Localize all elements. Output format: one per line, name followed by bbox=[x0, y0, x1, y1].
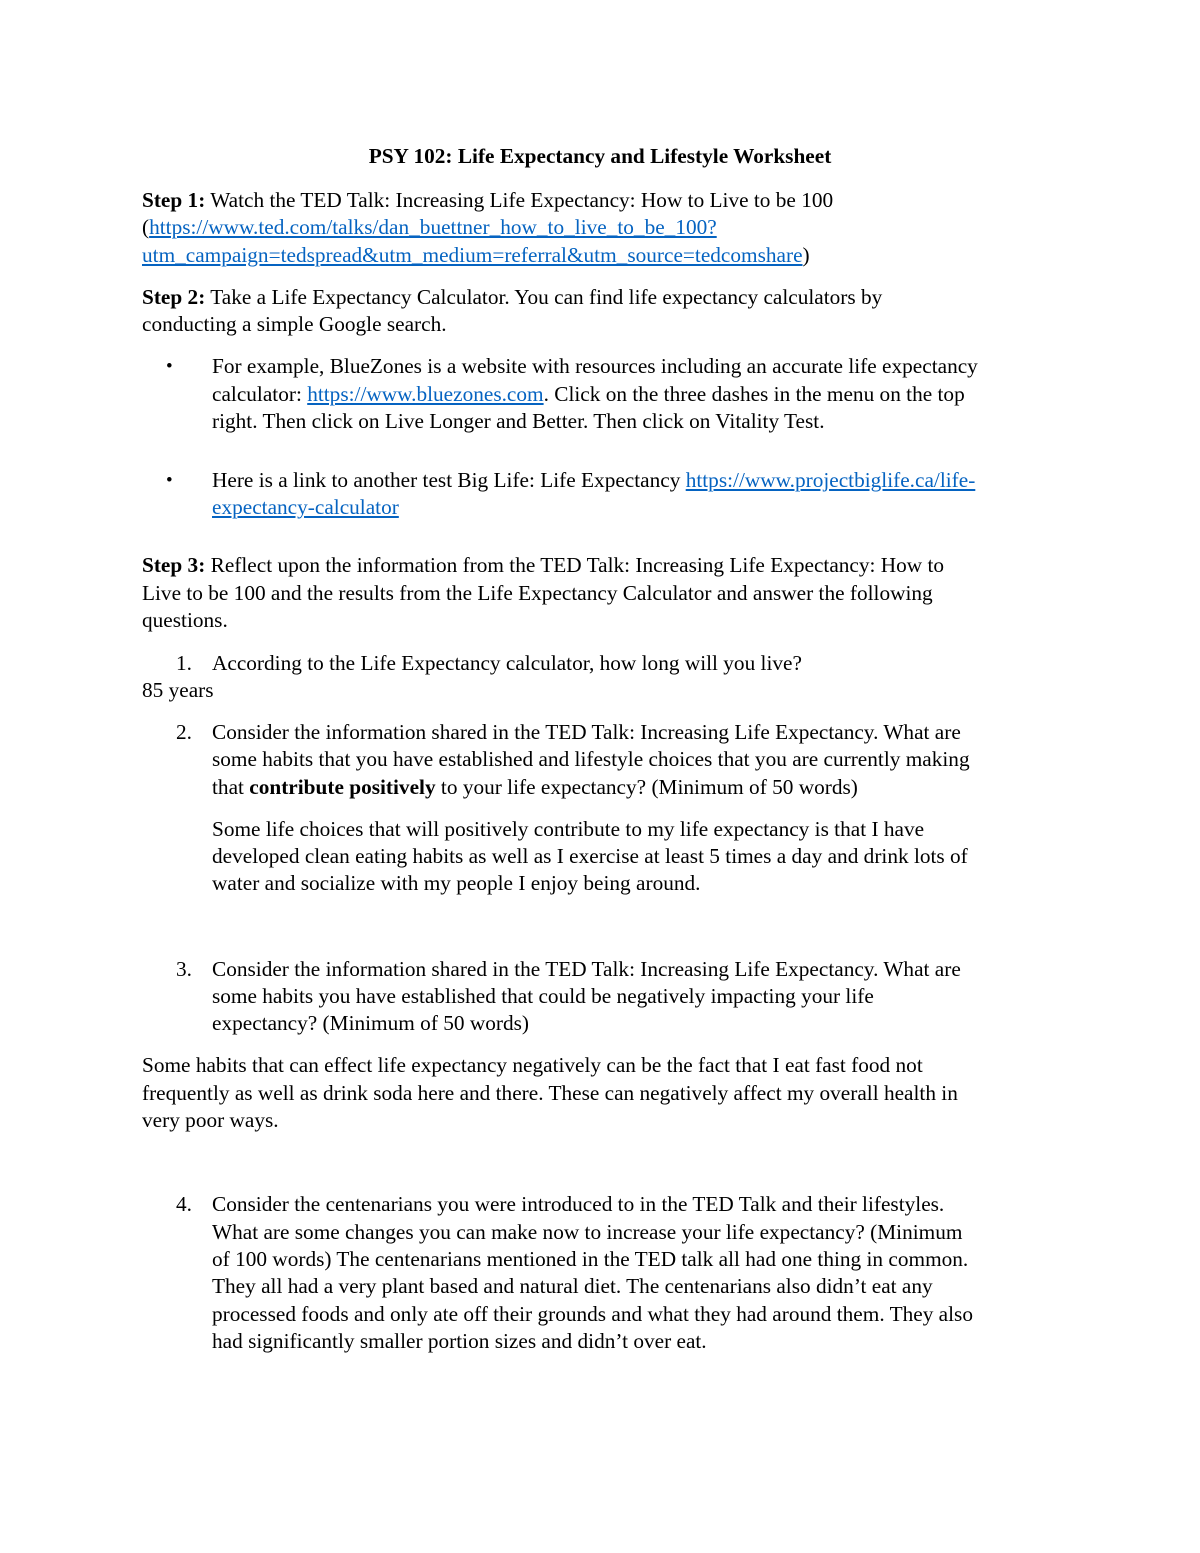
q1-question: According to the Life Expectancy calculator, how long will you live? bbox=[212, 651, 802, 675]
q4-line1: Consider the centenarians you were introduced to in the TED Talk and their lifestyles. bbox=[212, 1192, 945, 1216]
q4-line3: of 100 words) The centenarians mentioned in the TED talk all had one thing in common. bbox=[212, 1247, 969, 1271]
bullet2-line1 bbox=[212, 467, 975, 494]
projectbiglife-link-part1[interactable]: https://www.projectbiglife.ca/life- bbox=[685, 468, 976, 492]
step3-line3: questions. bbox=[142, 608, 228, 632]
q3-answer-line1: Some habits that can effect life expectancy negatively can be the fact that I eat fast food not bbox=[142, 1053, 923, 1077]
q2-line3 bbox=[212, 774, 858, 801]
q2-number: 2. bbox=[176, 720, 192, 744]
step3-line1 bbox=[142, 552, 944, 579]
q2-answer-line2: developed clean eating habits as well as I exercise at least 5 times a day and drink lots of bbox=[212, 844, 968, 868]
step1-line3 bbox=[142, 242, 810, 269]
step1-label: Step 1: bbox=[142, 188, 206, 212]
bullet-icon: • bbox=[166, 356, 173, 377]
q4-line5: processed foods and only ate off their grounds and what they had around them. They also bbox=[212, 1302, 973, 1326]
q3-line2: some habits you have established that could be negatively impacting your life bbox=[212, 984, 874, 1008]
q2-line2: some habits that you have established and lifestyle choices that you are currently making bbox=[212, 747, 970, 771]
q4-line2: What are some changes you can make now to increase your life expectancy? (Minimum bbox=[212, 1220, 963, 1244]
ted-talk-link-part2[interactable]: utm_campaign=tedspread&utm_medium=referral&utm_source=tedcomshare bbox=[142, 243, 803, 267]
q2-emphasis: contribute positively bbox=[249, 775, 436, 799]
q2-answer-line3: water and socialize with my people I enjoy being around. bbox=[212, 871, 701, 895]
bullet1-line2 bbox=[212, 381, 965, 408]
step1-text: Watch the TED Talk: Increasing Life Expectancy: How to Live to be 100 bbox=[210, 188, 834, 212]
bullet1-line2-post: . Click on the three dashes in the menu on the top bbox=[543, 382, 965, 406]
q2-line3-pre: that bbox=[212, 775, 250, 799]
projectbiglife-link-part2[interactable]: expectancy-calculator bbox=[212, 495, 399, 519]
q2-line3-post: to your life expectancy? (Minimum of 50 words) bbox=[435, 775, 858, 799]
ted-talk-link-part1[interactable]: https://www.ted.com/talks/dan_buettner_how_to_live_to_be_100? bbox=[149, 215, 717, 239]
step3-label: Step 3: bbox=[142, 553, 206, 577]
step3-text: Reflect upon the information from the TED Talk: Increasing Life Expectancy: How to bbox=[210, 553, 945, 577]
bluezones-link[interactable]: https://www.bluezones.com bbox=[307, 382, 544, 406]
q2-line1: Consider the information shared in the TED Talk: Increasing Life Expectancy. What are bbox=[212, 720, 961, 744]
bullet-icon: • bbox=[166, 470, 173, 491]
step1-line1 bbox=[142, 187, 833, 214]
bullet2-line2 bbox=[212, 494, 399, 521]
paren-close: ) bbox=[802, 243, 810, 267]
bullet1-line3: right. Then click on Live Longer and Better. Then click on Vitality Test. bbox=[212, 409, 825, 433]
q4-line6: had significantly smaller portion sizes and didn’t over eat. bbox=[212, 1329, 707, 1353]
q3-line1: Consider the information shared in the TED Talk: Increasing Life Expectancy. What are bbox=[212, 957, 961, 981]
q3-answer-line3: very poor ways. bbox=[142, 1108, 279, 1132]
q3-answer-line2: frequently as well as drink soda here and there. These can negatively affect my overall health in bbox=[142, 1081, 958, 1105]
step2-line1 bbox=[142, 284, 882, 311]
step2-label: Step 2: bbox=[142, 285, 206, 309]
page-title: PSY 102: Life Expectancy and Lifestyle Worksheet bbox=[368, 144, 832, 168]
q1-answer: 85 years bbox=[142, 678, 214, 702]
q4-line4: They all had a very plant based and natural diet. The centenarians also didn’t eat any bbox=[212, 1274, 933, 1298]
bullet2-line1-pre: Here is a link to another test Big Life: Life Expectancy bbox=[212, 468, 686, 492]
q1-number: 1. bbox=[176, 651, 192, 675]
paren-open: ( bbox=[142, 215, 150, 239]
step2-text: Take a Life Expectancy Calculator. You can find life expectancy calculators by bbox=[210, 285, 883, 309]
step1-line2 bbox=[142, 214, 717, 241]
q3-line3: expectancy? (Minimum of 50 words) bbox=[212, 1011, 529, 1035]
q2-answer-line1: Some life choices that will positively contribute to my life expectancy is that I have bbox=[212, 817, 925, 841]
bullet1-line1: For example, BlueZones is a website with resources including an accurate life expectancy bbox=[212, 354, 978, 378]
q3-number: 3. bbox=[176, 957, 192, 981]
step2-line2: conducting a simple Google search. bbox=[142, 312, 447, 336]
step3-line2: Live to be 100 and the results from the Life Expectancy Calculator and answer the following bbox=[142, 581, 933, 605]
q4-number: 4. bbox=[176, 1192, 192, 1216]
bullet1-line2-pre: calculator: bbox=[212, 382, 308, 406]
